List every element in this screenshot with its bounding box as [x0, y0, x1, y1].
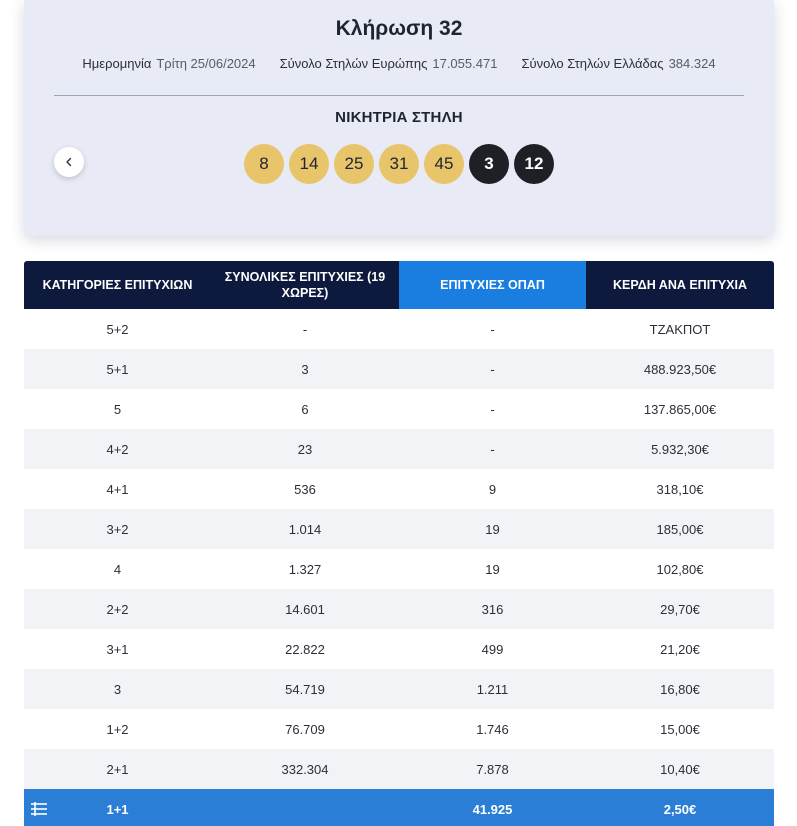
header-total-winners: ΣΥΝΟΛΙΚΕΣ ΕΠΙΤΥΧΙΕΣ (19 ΧΩΡΕΣ): [211, 261, 399, 309]
cell-category: 1+2: [24, 709, 211, 749]
cell-opap-winners: -: [399, 349, 586, 389]
cell-category: 2+1: [24, 749, 211, 789]
main-number-ball: 8: [244, 144, 284, 184]
cell-total-winners: 1.327: [211, 549, 399, 589]
header-categories: ΚΑΤΗΓΟΡΙΕΣ ΕΠΙΤΥΧΙΩΝ: [24, 261, 211, 309]
meta-europe-value: 17.055.471: [432, 56, 498, 71]
cell-total-winners: 54.719: [211, 669, 399, 709]
cell-total-winners: 332.304: [211, 749, 399, 789]
table-row: [24, 749, 774, 789]
cell-category: 3+2: [24, 509, 211, 549]
cell-opap-winners: 9: [399, 469, 586, 509]
main-number-ball: 14: [289, 144, 329, 184]
cell-opap-winners: 7.878: [399, 749, 586, 789]
cell-total-winners: 536: [211, 469, 399, 509]
winning-numbers: [244, 144, 554, 184]
cell-category: 2+2: [24, 589, 211, 629]
cell-prize: 29,70€: [586, 589, 774, 629]
cell-opap-winners: 19: [399, 549, 586, 589]
main-number-ball: 25: [334, 144, 374, 184]
cell-opap-winners: 1.211: [399, 669, 586, 709]
cell-category: 4+2: [24, 429, 211, 469]
cell-total-winners: [211, 789, 399, 826]
meta-europe-label: Σύνολο Στηλών Ευρώπης: [279, 56, 428, 71]
cell-total-winners: 76.709: [211, 709, 399, 749]
main-number-ball: 31: [379, 144, 419, 184]
cell-category: [24, 789, 211, 826]
cell-total-winners: 23: [211, 429, 399, 469]
table-row: [24, 509, 774, 549]
cell-prize: 185,00€: [586, 509, 774, 549]
cell-prize: 488.923,50€: [586, 349, 774, 389]
cell-prize: 2,50€: [586, 789, 774, 826]
cell-prize: 5.932,30€: [586, 429, 774, 469]
list-icon[interactable]: [30, 802, 48, 816]
meta-date-value: Τρίτη 25/06/2024: [156, 56, 256, 71]
table-row: [24, 349, 774, 389]
table-row: [24, 789, 774, 826]
table-header-row: [24, 261, 774, 309]
winning-column-label: ΝΙΚΗΤΡΙΑ ΣΤΗΛΗ: [335, 109, 463, 126]
draw-meta-row: [24, 56, 774, 71]
cell-category: 4: [24, 549, 211, 589]
cell-opap-winners: -: [399, 309, 586, 349]
meta-greece-value: 384.324: [668, 56, 716, 71]
prize-breakdown-table: [24, 261, 774, 826]
star-number-ball: 12: [514, 144, 554, 184]
cell-category: 4+1: [24, 469, 211, 509]
cell-opap-winners: 1.746: [399, 709, 586, 749]
cell-opap-winners: 41.925: [399, 789, 586, 826]
chevron-left-icon: [64, 157, 74, 167]
main-number-ball: 45: [424, 144, 464, 184]
meta-date-label: Ημερομηνία: [82, 56, 152, 71]
header-prize-per-winner: ΚΕΡΔΗ ΑΝΑ ΕΠΙΤΥΧΙΑ: [586, 261, 774, 309]
cell-category: 5+1: [24, 349, 211, 389]
draw-title: Κλήρωση 32: [335, 17, 463, 40]
cell-prize: 21,20€: [586, 629, 774, 669]
table-row: [24, 669, 774, 709]
table-row: [24, 309, 774, 349]
cell-opap-winners: 19: [399, 509, 586, 549]
cell-total-winners: 22.822: [211, 629, 399, 669]
table-row: [24, 549, 774, 589]
cell-category-label: 1+1: [106, 801, 129, 817]
table-row: [24, 589, 774, 629]
cell-prize: 137.865,00€: [586, 389, 774, 429]
cell-total-winners: 1.014: [211, 509, 399, 549]
cell-prize: 102,80€: [586, 549, 774, 589]
cell-prize: 10,40€: [586, 749, 774, 789]
previous-draw-button[interactable]: [54, 147, 84, 177]
cell-total-winners: 3: [211, 349, 399, 389]
cell-total-winners: 6: [211, 389, 399, 429]
meta-greece-label: Σύνολο Στηλών Ελλάδας: [521, 56, 664, 71]
table-row: [24, 469, 774, 509]
cell-prize: ΤΖΑΚΠΟΤ: [586, 309, 774, 349]
cell-category: 3: [24, 669, 211, 709]
cell-prize: 15,00€: [586, 709, 774, 749]
table-row: [24, 429, 774, 469]
divider: [54, 95, 744, 96]
cell-opap-winners: -: [399, 429, 586, 469]
cell-prize: 16,80€: [586, 669, 774, 709]
header-opap-winners: ΕΠΙΤΥΧΙΕΣ ΟΠΑΠ: [399, 261, 586, 309]
cell-total-winners: 14.601: [211, 589, 399, 629]
cell-total-winners: -: [211, 309, 399, 349]
cell-category: 3+1: [24, 629, 211, 669]
cell-opap-winners: 316: [399, 589, 586, 629]
meta-europe-columns: [280, 56, 498, 71]
table-body: [24, 309, 774, 826]
table-row: [24, 389, 774, 429]
table-row: [24, 709, 774, 749]
meta-greece-columns: [521, 56, 715, 71]
draw-info-card: [24, 0, 774, 236]
table-row: [24, 629, 774, 669]
cell-category: 5+2: [24, 309, 211, 349]
meta-date: [82, 56, 255, 71]
cell-opap-winners: -: [399, 389, 586, 429]
cell-prize: 318,10€: [586, 469, 774, 509]
cell-opap-winners: 499: [399, 629, 586, 669]
star-number-ball: 3: [469, 144, 509, 184]
cell-category: 5: [24, 389, 211, 429]
